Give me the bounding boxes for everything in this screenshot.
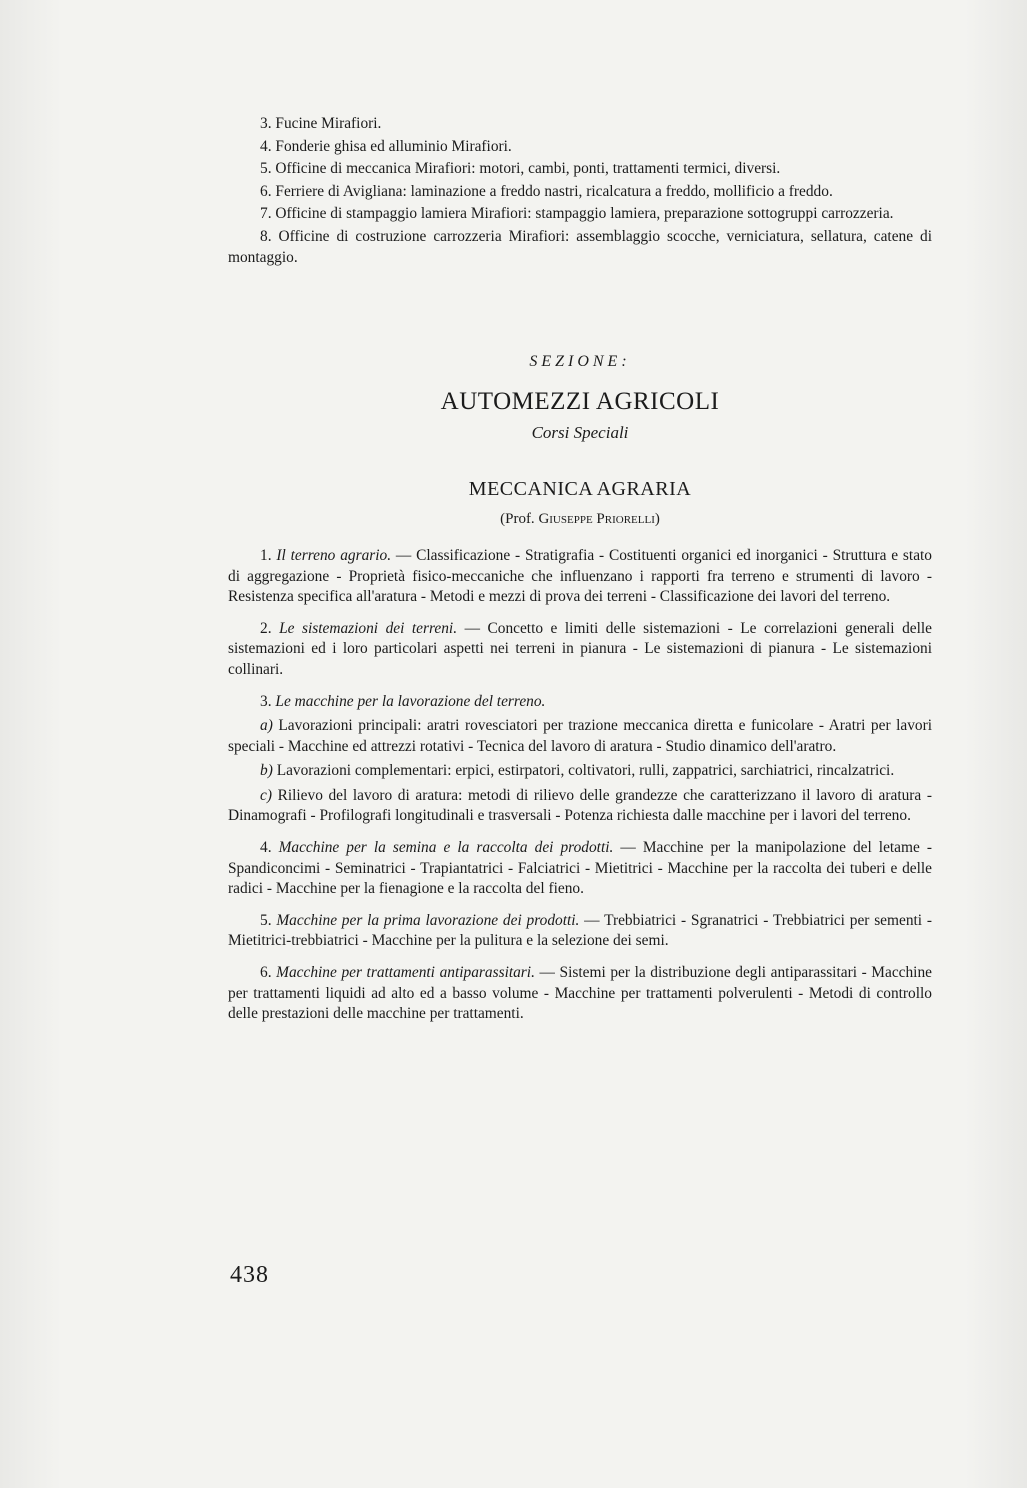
- list-item: 3. Fucine Mirafiori.: [260, 115, 382, 132]
- page-content: [228, 114, 932, 1036]
- page-number: 438: [230, 1262, 269, 1288]
- topic-body: Trebbiatrici - Sgranatrici - Trebbiatrici per sementi - Mietitrici-trebbiatrici - Macchine per la pulitura e la selezione dei semi.: [228, 911, 932, 950]
- list-item: 7. Officine di stampaggio lamiera Mirafiori: stampaggio lamiera, preparazione sottogruppi carrozzeria.: [260, 205, 894, 223]
- topic-body: Concetto e limiti delle sistemazioni - Le correlazioni generali delle sistemazioni ed i loro particolari aspetti nei terreni in pianura - Le sistemazioni di pianura - Le sistemazioni collinari.: [228, 619, 932, 678]
- plant-list: [228, 114, 932, 268]
- section-label: SEZIONE:: [529, 353, 631, 371]
- topic-heading: Le sistemazioni dei terreni.: [279, 619, 458, 637]
- topic-heading: Macchine per trattamenti antiparassitari.: [276, 964, 535, 982]
- topic-item: 3. Le macchine per la lavorazione del terreno. a) Lavorazioni principali: aratri rovesciatori per trazione meccanica diretta e funicolare - Aratri per lavori speciali - Macchine ed attrezzi rotativi - Tecnica del lavoro di aratura - Studio dinamico dell'aratro. b) Lavorazioni complementari: erpici, estirpatori, coltivatori, rulli, zappatrici, sarchiatrici, rincalzatrici. c) Rilievo del lavoro di aratura: metodi di rilievo delle grandezze che caratterizzano il lavoro di aratura - Dinamografi - Profilografi longitudinali e trasversali - Potenza richiesta dalle macchine per i lavori del terreno.: [228, 692, 932, 828]
- course-professor: (Prof. Giuseppe Priorelli): [500, 511, 660, 528]
- topic-item: 5. Macchine per la prima lavorazione dei prodotti. — Trebbiatrici - Sgranatrici - Trebbiatrici per sementi - Mietitrici-trebbiatrici - Macchine per la pulitura e la selezione dei semi.: [228, 911, 932, 950]
- syllabus-topics: [228, 546, 932, 1025]
- topic-subitem: b) Lavorazioni complementari: erpici, estirpatori, coltivatori, rulli, zappatrici, sarchiatrici, rincalzatrici.: [260, 762, 895, 780]
- topic-body: Classificazione - Stratigrafia - Costituenti organici ed inorganici - Struttura e stato di aggregazione - Proprietà fisico-meccaniche che influenzano i rapporti fra terreno e strumenti di lavoro - Resistenza specifica all'aratura - Metodi e mezzi di prova dei terreni - Classificazione dei lavori del terreno.: [228, 546, 932, 606]
- list-item: 4. Fonderie ghisa ed alluminio Mirafiori.: [260, 137, 512, 155]
- section-title: AUTOMEZZI AGRICOLI: [440, 387, 720, 415]
- list-item: 5. Officine di meccanica Mirafiori: motori, cambi, ponti, trattamenti termici, diversi.: [260, 160, 781, 178]
- list-item: 6. Ferriere di Avigliana: laminazione a freddo nastri, ricalcatura a freddo, mollificio a freddo.: [260, 182, 833, 200]
- topic-subitem: a) Lavorazioni principali: aratri rovesciatori per trazione meccanica diretta e funicolare - Aratri per lavori speciali - Macchine ed attrezzi rotativi - Tecnica del lavoro di aratura - Studio dinamico dell'aratro.: [228, 717, 932, 755]
- topic-heading: Macchine per la prima lavorazione dei prodotti.: [276, 911, 580, 929]
- topic-heading: Il terreno agrario.: [276, 546, 392, 564]
- topic-body: Sistemi per la distribuzione degli antiparassitari - Macchine per trattamenti liquidi ad alto ed a basso volume - Macchine per trattamenti polverulenti - Metodi di controllo delle prestazioni delle macchine per trattamenti.: [228, 964, 932, 1023]
- section-subtitle: Corsi Speciali: [531, 422, 629, 442]
- topic-item: 2. Le sistemazioni dei terreni. — Concetto e limiti delle sistemazioni - Le correlazioni generali delle sistemazioni ed i loro particolari aspetti nei terreni in pianura - Le sistemazioni di pianura - Le sistemazioni collinari.: [228, 619, 932, 678]
- list-item: 8. Officine di costruzione carrozzeria Mirafiori: assemblaggio scocche, verniciatura, sellatura, catene di montaggio.: [228, 227, 932, 266]
- section-heading: [228, 352, 932, 530]
- professor-name: Giuseppe Priorelli: [538, 511, 655, 528]
- topic-subitem: c) Rilievo del lavoro di aratura: metodi di rilievo delle grandezze che caratterizzano il lavoro di aratura - Dinamografi - Profilografi longitudinali e trasversali - Potenza richiesta dalle macchine per i lavori del terreno.: [228, 786, 932, 825]
- topic-heading: Le macchine per la lavorazione del terreno.: [275, 692, 546, 710]
- topic-heading: Macchine per la semina e la raccolta dei prodotti.: [278, 839, 614, 857]
- topic-item: 4. Macchine per la semina e la raccolta dei prodotti. — Macchine per la manipolazione del letame - Spandiconcimi - Seminatrici - Trapiantatrici - Falciatrici - Mietitrici - Macchine per la raccolta dei tuberi e delle radici - Macchine per la fienagione e la raccolta del fieno.: [228, 839, 932, 898]
- course-title: MECCANICA AGRARIA: [468, 478, 692, 501]
- topic-body: Macchine per la manipolazione del letame - Spandiconcimi - Seminatrici - Trapiantatrici - Falciatrici - Mietitrici - Macchine per la raccolta dei tuberi e delle radici - Macchine per la fienagione e la raccolta del fieno.: [228, 839, 932, 898]
- topic-item: 1. Il terreno agrario. — Classificazione - Stratigrafia - Costituenti organici ed inorganici - Struttura e stato di aggregazione - Proprietà fisico-meccaniche che influenzano i rapporti fra terreno e strumenti di lavoro - Resistenza specifica all'aratura - Metodi e mezzi di prova dei terreni - Classificazione dei lavori del terreno.: [228, 546, 932, 606]
- topic-item: 6. Macchine per trattamenti antiparassitari. — Sistemi per la distribuzione degli antiparassitari - Macchine per trattamenti liquidi ad alto ed a basso volume - Macchine per trattamenti polverulenti - Metodi di controllo delle prestazioni delle macchine per trattamenti.: [228, 964, 932, 1023]
